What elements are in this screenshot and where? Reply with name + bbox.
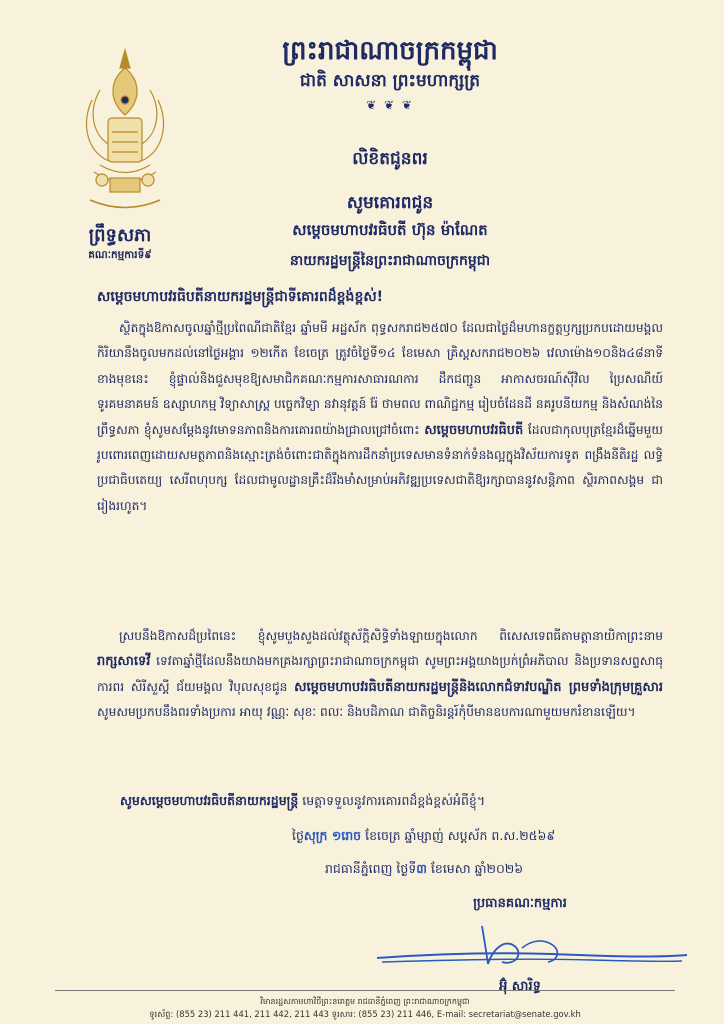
closing-line	[120, 793, 680, 812]
p2-emphasis-2: សម្តេចមហាបវរធិបតីនាយករដ្ឋមន្ត្រីនិងលោកជំទាវបណ្ឌិត ព្រមទាំងក្រុមគ្រួសារ	[294, 679, 663, 695]
closing-text: មេត្តាទទួលនូវការគោរពដ៏ខ្ពង់ខ្ពស់អំពីខ្ញុំ។	[302, 793, 486, 808]
footer-contact: ទូរស័ព្ទ: (855 23) 211 441, 211 442, 211 443 ទូរសារ: (855 23) 211 446, E-mail: secretariat@senate.gov.kh	[149, 1009, 581, 1019]
recipient-greeting: សូមគោរពជូន	[346, 193, 434, 213]
p2-emphasis-1: រាក្សសាទេវី	[97, 654, 151, 670]
body-paragraph-2	[97, 624, 663, 726]
solar-date	[325, 861, 523, 880]
solar-date-prefix: រាជធានីភ្នំពេញ ថ្ងៃទី	[325, 861, 417, 876]
national-motto: ជាតិ សាសនា ព្រះមហាក្សត្រ	[299, 71, 481, 91]
lunar-date-prefix: ថ្ងៃ	[292, 828, 304, 843]
footer-divider	[55, 990, 675, 991]
footer-address: វិមានរដ្ឋសភាមហាវិថីព្រះនរោត្តម រាជធានីភ្នំពេញ ព្រះរាជាណាចក្រកម្ពុជា	[260, 997, 470, 1006]
p2-text-c: សូមសមប្រកបនឹងពរទាំងប្រការ អាយុ វណ្ណៈ សុខៈ ពលៈ និងបដិភាណ ជាតិច្ចនិរន្តរ៍កុំបីមានឧបការណាមួយមករំខានឡើយ។	[97, 705, 636, 720]
handwritten-signature	[372, 918, 692, 978]
solar-date-day: ៣	[416, 861, 427, 876]
p1-text-b: ដែលជាកុលបុត្រខ្មែរដ៏ឆ្នើមមួយរូបពោរពេញដោយសមត្ថភាពនិងស្មោះត្រង់ចំពោះជាតិក្នុងការដឹកនាំប្រទេសមានទំនាក់ទំនងល្អក្នុងវិស័យការទូត ពង្រឹងនីតិរដ្ឋ លទ្ធិប្រជាធិបតេយ្យ សេរីពហុបក្ស ដែលជាមូលដ្ឋានគ្រឹះដ៏រឹងមាំសម្រាប់អភិវឌ្ឍប្រទេសជាតិឱ្យរក្សាបាននូវសន្តិភាព ស្ថិរភាពសង្គម ជារៀងរហូត។	[97, 422, 664, 513]
sender-committee: គណៈកម្មការទី៩	[88, 249, 152, 261]
closing-emphasis: សូមសម្តេចមហាបវរធិបតីនាយករដ្ឋមន្ត្រី	[120, 793, 299, 808]
document-type: លិខិតជូនពរ	[352, 149, 428, 169]
p2-text-a: ស្របនឹងឱកាសដ៏ប្រពៃនេះ ខ្ញុំសូមបួងសួងដល់វត្ថុស័ក្តិសិទ្ធិទាំងឡាយក្នុងលោក ពិសេសទេពធីតាមត្តានាយិកាព្រះនាម	[119, 629, 663, 643]
recipient-name: សម្តេចមហាបវរធិបតី ហ៊ុន ម៉ាណែត	[292, 221, 488, 239]
lunar-date-day: សុក្រ ១រោច	[303, 828, 362, 843]
lunar-date	[292, 828, 555, 847]
royal-emblem-icon	[70, 40, 180, 230]
body-paragraph-1	[97, 316, 663, 519]
p1-emphasis: សម្តេចមហាបវរធិបតី	[424, 422, 524, 438]
lunar-date-rest: ខែចេត្រ ឆ្នាំម្សាញ់ សប្តស័ក ព.ស.២៥៦៩	[365, 828, 556, 843]
header-ornament: ❦ ❦ ❦	[366, 98, 414, 112]
recipient-title: នាយករដ្ឋមន្ត្រីនៃព្រះរាជាណាចក្រកម្ពុជា	[289, 253, 491, 269]
signer-title: ប្រធានគណៈកម្មការ	[473, 896, 567, 911]
signer-name: អ៊ុំ សារិទ្ធ	[499, 979, 541, 994]
salutation: សម្តេចមហាបវរធិបតីនាយករដ្ឋមន្ត្រីជាទីគោរពដ៏ខ្ពង់ខ្ពស់!	[97, 289, 384, 305]
sender-institution: ព្រឹទ្ធសភា	[88, 225, 152, 246]
kingdom-title: ព្រះរាជាណាចក្រកម្ពុជា	[282, 36, 498, 66]
p2-text-b: ទេវតាឆ្នាំថ្មីដែលនឹងយាងមកគ្រងរក្សាព្រះរាជាណាចក្រកម្ពុជា សូមព្រះអង្គយាងប្រក់ព្រំអភិបាល និងប្រទានសព្ទសាធុការពរ សិរីសួស្តី ជ័យមង្គល វិបុលសុខជូន	[97, 654, 663, 694]
p1-text-a: ស្ថិតក្នុងឱកាសចូលឆ្នាំថ្មីប្រពៃណីជាតិខ្មែរ ឆ្នាំមមី អដ្ឋស័ក ពុទ្ធសករាជ២៥៧០ ដែលជាថ្ងៃដ៏មហានក្ខត្តឫក្សប្រកបដោយមង្គលកិរិយានឹងចូលមកដល់នៅថ្ងៃអង្គារ ១២កើត ខែចេត្រ ត្រូវចំថ្ងៃទី១៤ ខែមេសា គ្រិស្តសករាជ២០២៦ វេលាម៉ោង១០និង៤៨នាទី ខាងមុខនេះ ខ្ញុំផ្ទាល់និងជួសមុខឱ្យសមាជិកគណៈកម្មការសាធារណការ ដឹកជញ្ជូន អាកាសចរណ៍ស៊ីវិល ប្រៃសណីយ៍ ទូរគមនាគមន៍ ឧស្សាហកម្ម វិទ្យាសាស្ត្រ បច្ចេកវិទ្យា នវានុវត្តន៍ រ៉ែ ថាមពល ពាណិជ្ជកម្ម រៀបចំដែនដី នគរូបនីយកម្ម និងសំណង់នៃព្រឹទ្ធសភា ខ្ញុំសូមសម្តែងនូវមោទនភាពនិងការគោរពយ៉ាងជ្រាលជ្រៅចំពោះ	[97, 321, 663, 437]
solar-date-rest: ខែមេសា ឆ្នាំ២០២៦	[430, 861, 524, 876]
